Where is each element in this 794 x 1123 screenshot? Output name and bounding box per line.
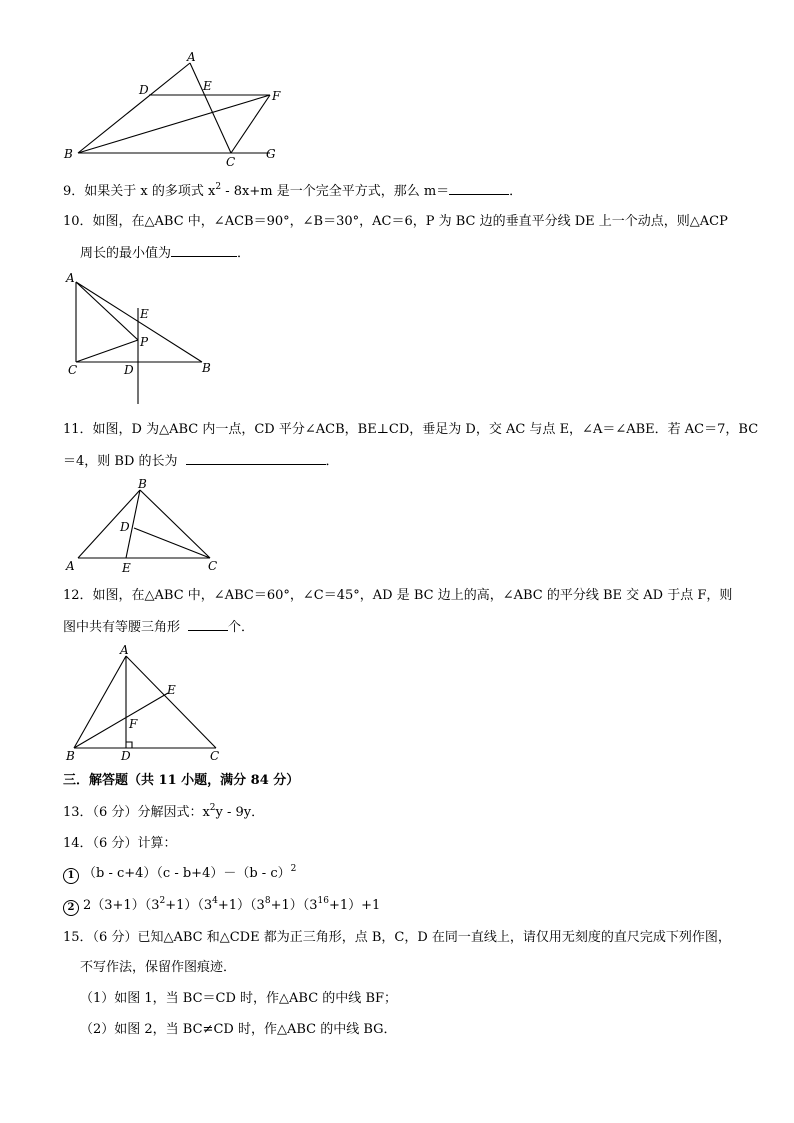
q13-text-post: y - 9y． xyxy=(215,805,265,820)
label-E: E xyxy=(167,683,176,697)
q14-title: （6 分）计算： xyxy=(92,836,177,851)
label-B: B xyxy=(202,361,211,375)
q14-item2-exp-4: 16 xyxy=(317,896,329,906)
label-C: C xyxy=(208,559,218,573)
label-D: D xyxy=(121,749,131,763)
label-D: D xyxy=(124,363,134,377)
label-F: F xyxy=(272,89,281,103)
q9-text-post: - 8x+m 是一个完全平方式，那么 m＝ xyxy=(221,184,450,199)
q12-answer-blank[interactable] xyxy=(188,616,228,631)
q10-text: 如图，在△ABC 中，∠ACB＝90°，∠B＝30°，AC＝6，P 为 BC 边的垂直平分线 DE 上一个动点，则△ACP xyxy=(92,214,728,229)
label-C: C xyxy=(226,155,236,169)
question-14-item-1 xyxy=(63,864,296,884)
label-B: B xyxy=(66,749,75,763)
question-14 xyxy=(63,834,176,854)
label-D: D xyxy=(120,520,130,534)
question-11-line2 xyxy=(63,450,339,472)
q14-item2-exp-3: 8 xyxy=(264,896,271,906)
q10-answer-blank[interactable] xyxy=(171,242,237,257)
q9-answer-blank[interactable] xyxy=(449,180,509,195)
q12-end: 个． xyxy=(228,620,255,635)
figure-q12 xyxy=(60,642,240,766)
q14-item2-b: +1）（3 xyxy=(165,898,213,913)
question-10-line2 xyxy=(80,242,250,264)
circled-number-2: 2 xyxy=(63,900,79,916)
q13-exponent: 2 xyxy=(209,803,216,813)
q11-end: ． xyxy=(325,454,339,469)
label-D: D xyxy=(139,83,149,97)
q11-text: 如图，D 为△ABC 内一点，CD 平分∠ACB，BE⊥CD，垂足为 D，交 AC 与点 E，∠A＝∠ABE．若 AC＝7，BC xyxy=(92,422,759,437)
q15-text: （6 分）已知△ABC 和△CDE 都为正三角形，点 B，C，D 在同一直线上，请仅用无刻度的直尺完成下列作图， xyxy=(92,930,731,945)
label-E: E xyxy=(203,79,212,93)
q14-item2-a: 2（3+1）（3 xyxy=(83,898,160,913)
q9-exponent: 2 xyxy=(215,182,222,192)
q14-item2-exp-1: 2 xyxy=(159,896,166,906)
question-15-line1 xyxy=(63,928,731,948)
label-E: E xyxy=(122,561,131,575)
q12-number: 12． xyxy=(63,588,93,603)
label-G: G xyxy=(266,147,276,161)
question-11-line1 xyxy=(63,420,758,440)
figure-q8 xyxy=(60,50,290,170)
q13-text-pre: （6 分）分解因式：x xyxy=(92,805,210,820)
q14-item1-text: （b - c+4）（c - b+4）－（b - c） xyxy=(83,866,291,881)
label-C: C xyxy=(210,749,220,763)
q9-end: ． xyxy=(509,184,523,199)
figure-q10 xyxy=(60,268,220,408)
q14-item2-d: +1）（3 xyxy=(270,898,318,913)
q9-number: 9． xyxy=(63,184,85,199)
q14-item2-exp-2: 4 xyxy=(212,896,218,906)
q15-number: 15． xyxy=(63,930,93,945)
q10-number: 10． xyxy=(63,214,93,229)
question-12-line2 xyxy=(63,616,254,638)
circled-number-1: 1 xyxy=(63,868,79,884)
q12-text: 如图，在△ABC 中，∠ABC＝60°，∠C＝45°，AD 是 BC 边上的高，∠ABC 的平分线 BE 交 AD 于点 F，则 xyxy=(92,588,733,603)
label-B: B xyxy=(138,477,147,491)
q13-number: 13． xyxy=(63,805,93,820)
q11-answer-blank[interactable] xyxy=(186,450,326,465)
q9-text-pre: 如果关于 x 的多项式 x xyxy=(84,184,216,199)
label-B: B xyxy=(64,147,73,161)
section-3-title: 三．解答题（共 11 小题，满分 84 分） xyxy=(63,773,300,788)
label-C: C xyxy=(68,363,78,377)
q14-item2-c: +1）（3 xyxy=(217,898,265,913)
q10-text-2: 周长的最小值为 xyxy=(80,246,172,261)
label-E: E xyxy=(140,307,149,321)
question-13 xyxy=(63,803,264,823)
label-A: A xyxy=(66,271,75,285)
question-15-sub1: （1）如图 1，当 BC＝CD 时，作△ABC 的中线 BF； xyxy=(80,991,398,1006)
question-12-line1 xyxy=(63,586,732,606)
label-A: A xyxy=(120,643,129,657)
label-P: P xyxy=(140,335,149,349)
label-F: F xyxy=(129,717,138,731)
question-10-line1 xyxy=(63,212,728,232)
label-A: A xyxy=(66,559,75,573)
q12-text-2: 图中共有等腰三角形 xyxy=(63,620,181,635)
question-15-line2: 不写作法，保留作图痕迹． xyxy=(80,960,237,975)
q14-item2-e: +1）+1 xyxy=(328,898,381,913)
figure-q11 xyxy=(60,476,230,576)
label-A: A xyxy=(187,50,196,64)
question-9 xyxy=(63,180,522,202)
q14-item1-exponent: 2 xyxy=(290,864,297,874)
question-15-sub2: （2）如图 2，当 BC≠CD 时，作△ABC 的中线 BG． xyxy=(80,1022,397,1037)
q11-number: 11． xyxy=(63,422,93,437)
q14-number: 14． xyxy=(63,836,93,851)
q10-end: ． xyxy=(237,246,251,261)
question-14-item-2 xyxy=(63,896,380,916)
q11-text-2: ＝4，则 BD 的长为 xyxy=(63,454,178,469)
